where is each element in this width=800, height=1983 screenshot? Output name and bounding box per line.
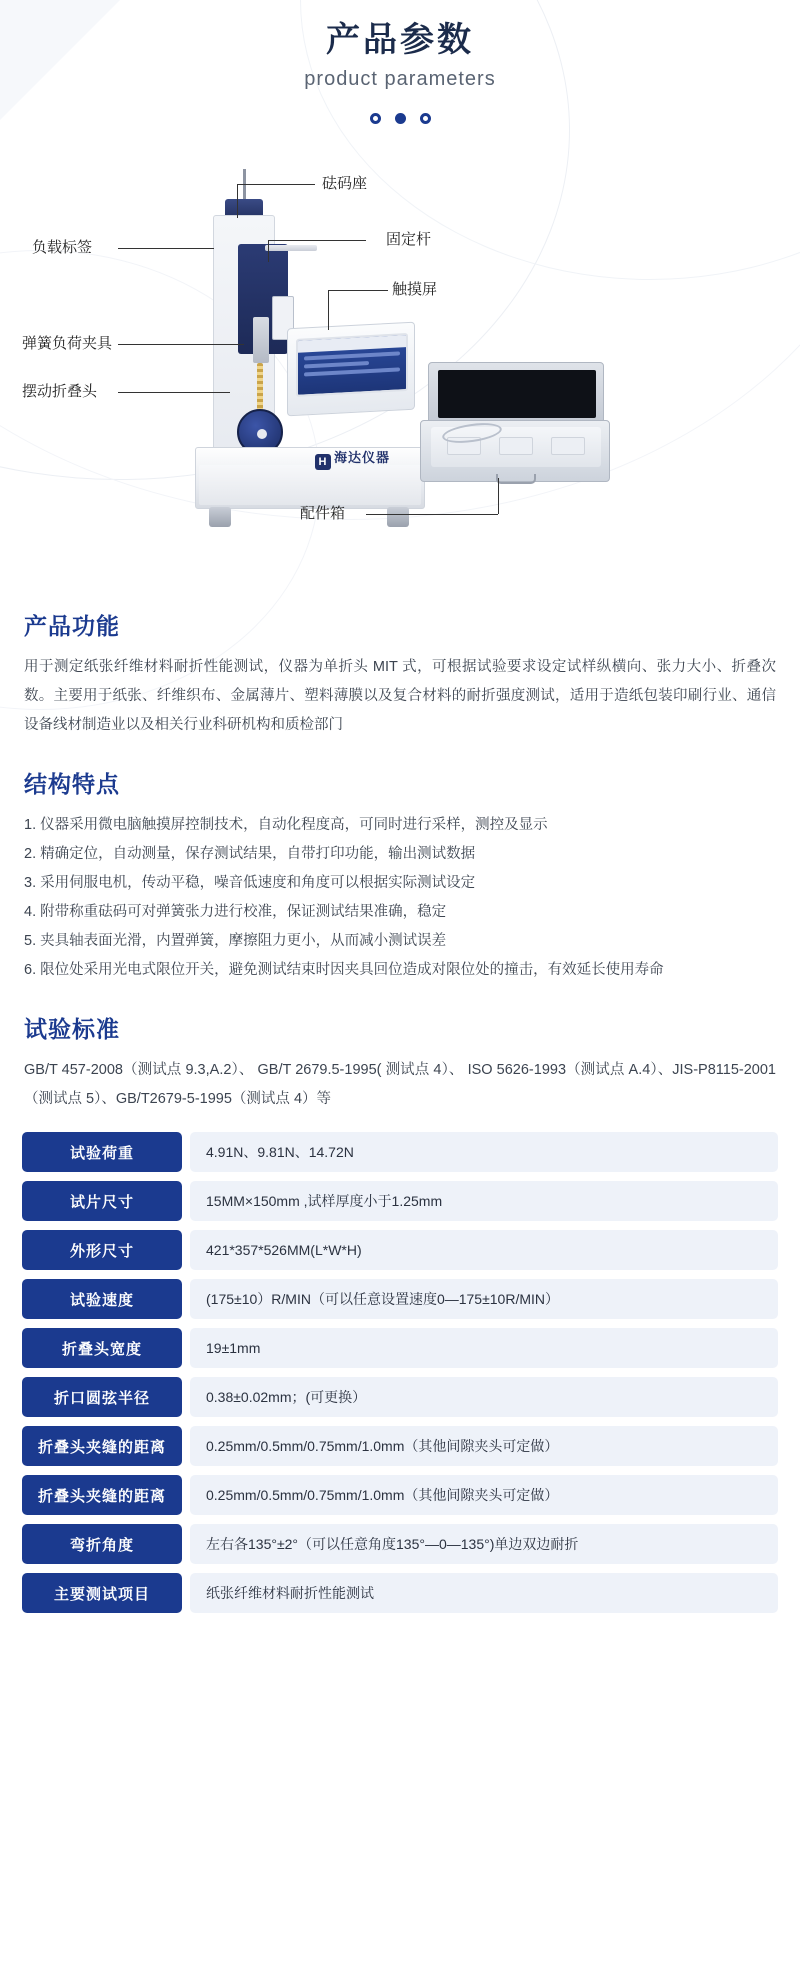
page-header [0,0,800,124]
machine-foot [387,507,409,527]
table-row [22,1573,778,1613]
section-heading-product-function: 产品功能 [24,613,120,640]
wheel-hub [257,429,267,439]
callout-accessory-case: 配件箱 [300,505,346,523]
spec-key: 弯折角度 [22,1524,182,1564]
touch-screen-part [296,333,408,397]
page-title: 产品参数 [326,21,474,59]
spec-key: 折叠头夹缝的距离 [22,1426,182,1466]
case-lid [428,362,604,424]
table-row [22,1132,778,1172]
spec-key: 试验荷重 [22,1132,182,1172]
content-area [0,608,800,1114]
dot-separator [0,113,800,124]
leader-line [118,344,244,345]
section-heading-structure-features: 结构特点 [24,771,120,798]
list-item: 1. 仪器采用微电脑触摸屏控制技术，自动化程度高，可同时进行采样，测控及显示 [24,817,548,834]
list-item: 4. 附带称重砝码可对弹簧张力进行校准，保证测试结果准确，稳定 [24,904,447,921]
leader-line [118,392,230,393]
product-figure [0,162,800,582]
dot-icon [420,113,431,124]
spec-value: 15MM×150mm ,试样厚度小于1.25mm [190,1181,778,1221]
spec-key: 折叠头夹缝的距离 [22,1475,182,1515]
brand-name: 海达仪器 [334,450,391,466]
accessory-case-illustration [420,362,610,492]
screen-line [304,368,400,377]
spec-value: 纸张纤维材料耐折性能测试 [190,1573,778,1613]
section-heading-test-standards: 试验标准 [24,1016,120,1043]
dot-icon [370,113,381,124]
spec-key: 折叠头宽度 [22,1328,182,1368]
leader-line [268,240,269,262]
list-item: 5. 夹具轴表面光滑，内置弹簧，摩擦阻力更小，从而减小测试误差 [24,933,447,950]
bottom-spacer [0,1643,800,1669]
spec-key: 折口圆弦半径 [22,1377,182,1417]
table-row [22,1328,778,1368]
spec-value: 0.25mm/0.5mm/0.75mm/1.0mm（其他间隙夹头可定做） [190,1475,778,1515]
table-row [22,1279,778,1319]
test-standards-text: GB/T 457-2008（测试点 9.3,A.2）、 GB/T 2679.5-1995( 测试点 4）、 ISO 5626-1993（测试点 A.4）、JIS-P8115-2001（测试点 5）、GB/T2679-5-1995（测试点 4）等 [24,1062,776,1108]
case-slot [499,437,533,455]
case-lid-interior [438,370,596,418]
spec-key: 外形尺寸 [22,1230,182,1270]
fixed-arm [265,245,317,251]
leader-line [498,478,499,514]
table-row [22,1524,778,1564]
screen-header [298,335,406,353]
spec-value: 4.91N、9.81N、14.72N [190,1132,778,1172]
machine-foot [209,507,231,527]
list-item: 6. 限位处采用光电式限位开关，避免测试结束时因夹具回位造成对限位处的撞击，有效延长使用寿命 [24,962,664,979]
list-item: 2. 精确定位，自动测量，保存测试结果，自带打印功能，输出测试数据 [24,846,476,863]
page-subtitle: product parameters [304,68,496,91]
brand-mark [315,447,390,470]
leader-line [237,184,315,185]
spec-value: 19±1mm [190,1328,778,1368]
leader-line [268,240,366,241]
spec-value: 0.25mm/0.5mm/0.75mm/1.0mm（其他间隙夹头可定做） [190,1426,778,1466]
callout-load-label: 负载标签 [32,239,93,257]
table-row [22,1181,778,1221]
control-panel [287,322,415,417]
callout-touch-screen: 触摸屏 [392,281,438,299]
table-row [22,1230,778,1270]
spec-key: 主要测试项目 [22,1573,182,1613]
fixed-rod-part [243,169,246,201]
spec-value: 左右各135°±2°（可以任意角度135°—0—135°)单边双边耐折 [190,1524,778,1564]
leader-line [328,290,329,330]
case-slot [551,437,585,455]
product-function-text: 用于测定纸张纤维材料耐折性能测试，仪器为单折头 MIT 式，可根据试验要求设定试样纵横向、张力大小、折叠次数。主要用于纸张、纤维织布、金属薄片、塑料薄膜以及复合材料的耐折强度测试，适用于造纸包装印刷行业、通信设备线材制造业以及相关行业科研机构和质检部门 [24,659,776,734]
dot-icon [395,113,406,124]
spec-value: (175±10）R/MIN（可以任意设置速度0—175±10R/MIN） [190,1279,778,1319]
table-row [22,1475,778,1515]
callout-swing-folding-head: 摆动折叠头 [22,383,98,401]
leader-line [328,290,388,291]
table-row [22,1377,778,1417]
brand-logo-icon: H [315,454,331,470]
screen-line [304,352,400,361]
spec-value: 421*357*526MM(L*W*H) [190,1230,778,1270]
machine-base-front [199,465,421,505]
spec-key: 试片尺寸 [22,1181,182,1221]
spring-load-clamp-part [253,317,269,363]
callout-weight-seat: 砝码座 [322,175,368,193]
leader-line [237,184,238,218]
callout-spring-load-clamp: 弹簧负荷夹具 [22,335,113,353]
callout-fixed-rod: 固定杆 [386,231,432,249]
case-handle [496,474,536,484]
spec-table [22,1132,778,1613]
table-row [22,1426,778,1466]
leader-line [366,514,498,515]
spec-value: 0.38±0.02mm；(可更换） [190,1377,778,1417]
spec-key: 试验速度 [22,1279,182,1319]
screen-line [304,361,369,368]
list-item: 3. 采用伺服电机，传动平稳，噪音低速度和角度可以根据实际测试设定 [24,875,476,892]
structure-feature-list [24,811,776,985]
leader-line [118,248,214,249]
spring-part [257,363,263,413]
